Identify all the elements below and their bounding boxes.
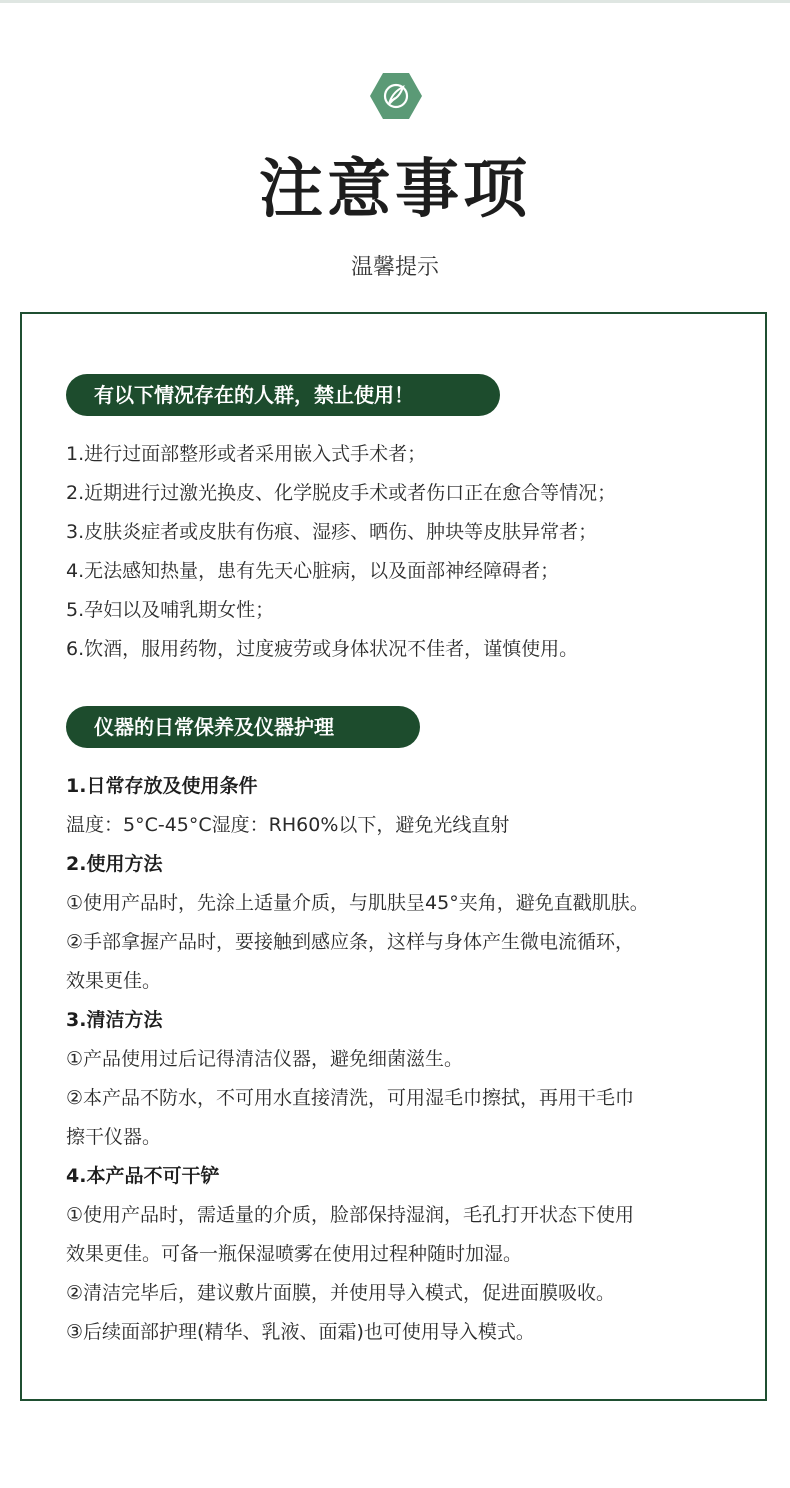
list-item: ①产品使用过后记得清洁仪器，避免细菌滋生。	[66, 1048, 464, 1070]
section-heading-maintenance: 仪器的日常保养及仪器护理	[66, 706, 420, 748]
page-title: 注意事项	[259, 153, 531, 227]
subheading-no-dry-use: 4.本产品不可干铲	[66, 1165, 220, 1187]
section-heading-prohibited: 有以下情况存在的人群，禁止使用！	[66, 374, 500, 416]
list-item: ②手部拿握产品时，要接触到感应条，这样与身体产生微电流循环，	[66, 931, 635, 953]
list-item: 温度：5°C-45°C湿度：RH60%以下，避免光线直射	[66, 814, 510, 836]
list-item: ①使用产品时，需适量的介质，脸部保持湿润，毛孔打开状态下使用	[66, 1204, 635, 1226]
list-item: 擦干仪器。	[66, 1126, 162, 1148]
list-item: 3.皮肤炎症者或皮肤有伤痕、湿疹、晒伤、肿块等皮肤异常者；	[66, 521, 598, 543]
list-item: 6.饮酒，服用药物，过度疲劳或身体状况不佳者，谨慎使用。	[66, 638, 579, 660]
subheading-usage: 2.使用方法	[66, 853, 163, 875]
list-item: 效果更佳。	[66, 970, 162, 992]
list-item: 效果更佳。可备一瓶保湿喷雾在使用过程种随时加湿。	[66, 1243, 523, 1265]
subheading-cleaning: 3.清洁方法	[66, 1009, 163, 1031]
list-item: 4.无法感知热量，患有先天心脏病，以及面部神经障碍者；	[66, 560, 560, 582]
list-item: ①使用产品时，先涂上适量介质，与肌肤呈45°夹角，避免直戳肌肤。	[66, 892, 649, 914]
list-item: ②清洁完毕后，建议敷片面膜，并使用导入模式，促进面膜吸收。	[66, 1282, 616, 1304]
list-item: ②本产品不防水，不可用水直接清洗，可用湿毛巾擦拭，再用干毛巾	[66, 1087, 635, 1109]
maintenance-list	[66, 767, 746, 1352]
leaf-hexagon-icon	[369, 71, 423, 121]
list-item: ③后续面部护理(精华、乳液、面霜)也可使用导入模式。	[66, 1321, 535, 1343]
list-item: 5.孕妇以及哺乳期女性；	[66, 599, 275, 621]
prohibited-list	[66, 435, 746, 669]
top-divider	[0, 0, 790, 3]
page-subtitle: 温馨提示	[350, 255, 439, 280]
list-item: 1.进行过面部整形或者采用嵌入式手术者；	[66, 443, 427, 465]
subheading-storage: 1.日常存放及使用条件	[66, 775, 258, 797]
list-item: 2.近期进行过激光换皮、化学脱皮手术或者伤口正在愈合等情况；	[66, 482, 617, 504]
